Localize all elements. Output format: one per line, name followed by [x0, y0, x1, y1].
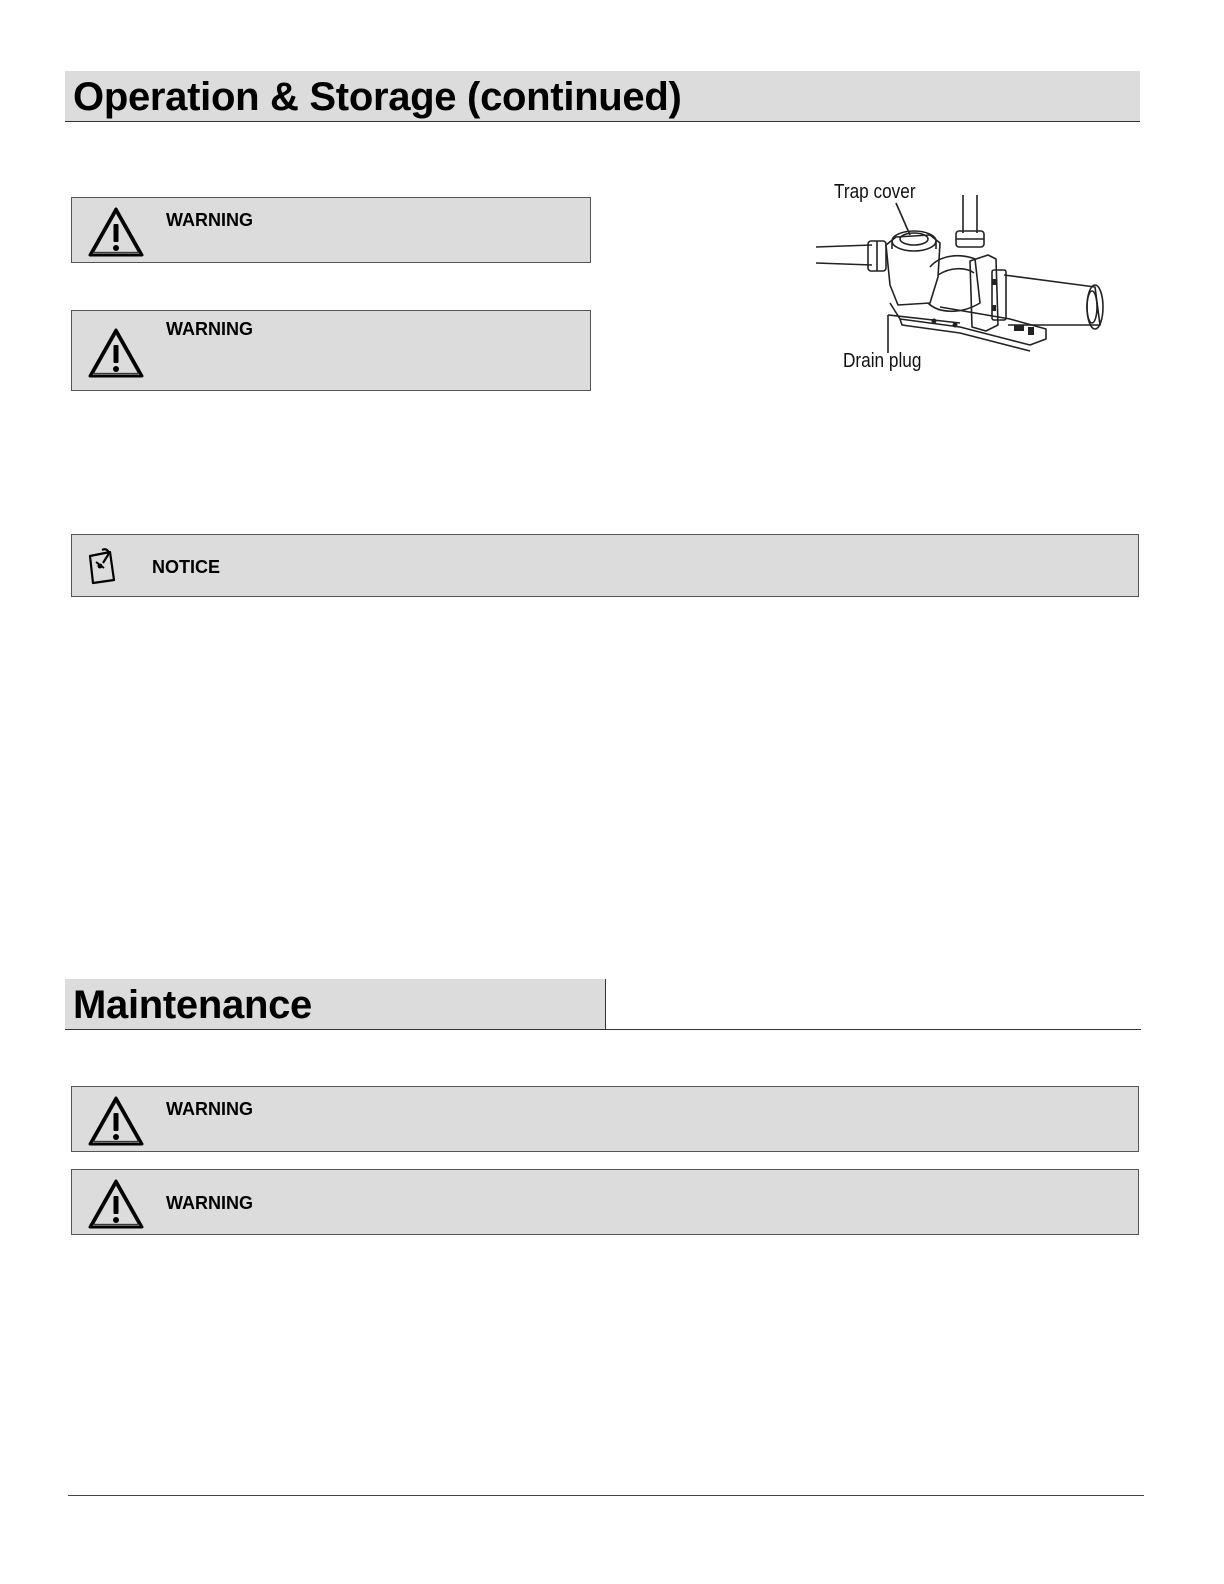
- warning-box-1: [71, 197, 591, 263]
- warning-label: WARNING: [166, 1193, 253, 1213]
- operation-section-header: [65, 71, 1140, 122]
- maintenance-warning-box-1: [71, 1086, 1139, 1152]
- warning-box-2: [71, 310, 591, 391]
- maintenance-header-rule: [65, 1029, 1141, 1030]
- warning-triangle-icon: [87, 1178, 145, 1230]
- drain-plug-label: Drain plug: [843, 350, 922, 372]
- pump-figure: [810, 175, 1110, 385]
- warning-label: WARNING: [166, 210, 253, 230]
- maintenance-header-divider: [605, 979, 606, 1030]
- trap-cover-label: Trap cover: [834, 181, 916, 203]
- maintenance-section-header: [65, 979, 606, 1030]
- warning-triangle-icon: [87, 206, 145, 258]
- maintenance-title: Maintenance: [73, 983, 312, 1027]
- notice-note-icon: [84, 546, 120, 586]
- warning-label: WARNING: [166, 319, 253, 339]
- pump-illustration: [810, 175, 1110, 385]
- notice-box: [71, 534, 1139, 597]
- page-title: Operation & Storage (continued): [73, 75, 682, 119]
- warning-label: WARNING: [166, 1099, 253, 1119]
- maintenance-warning-box-2: [71, 1169, 1139, 1235]
- notice-label: NOTICE: [152, 557, 221, 577]
- warning-triangle-icon: [87, 1095, 145, 1147]
- warning-triangle-icon: [87, 327, 145, 379]
- footer-rule: [68, 1495, 1144, 1496]
